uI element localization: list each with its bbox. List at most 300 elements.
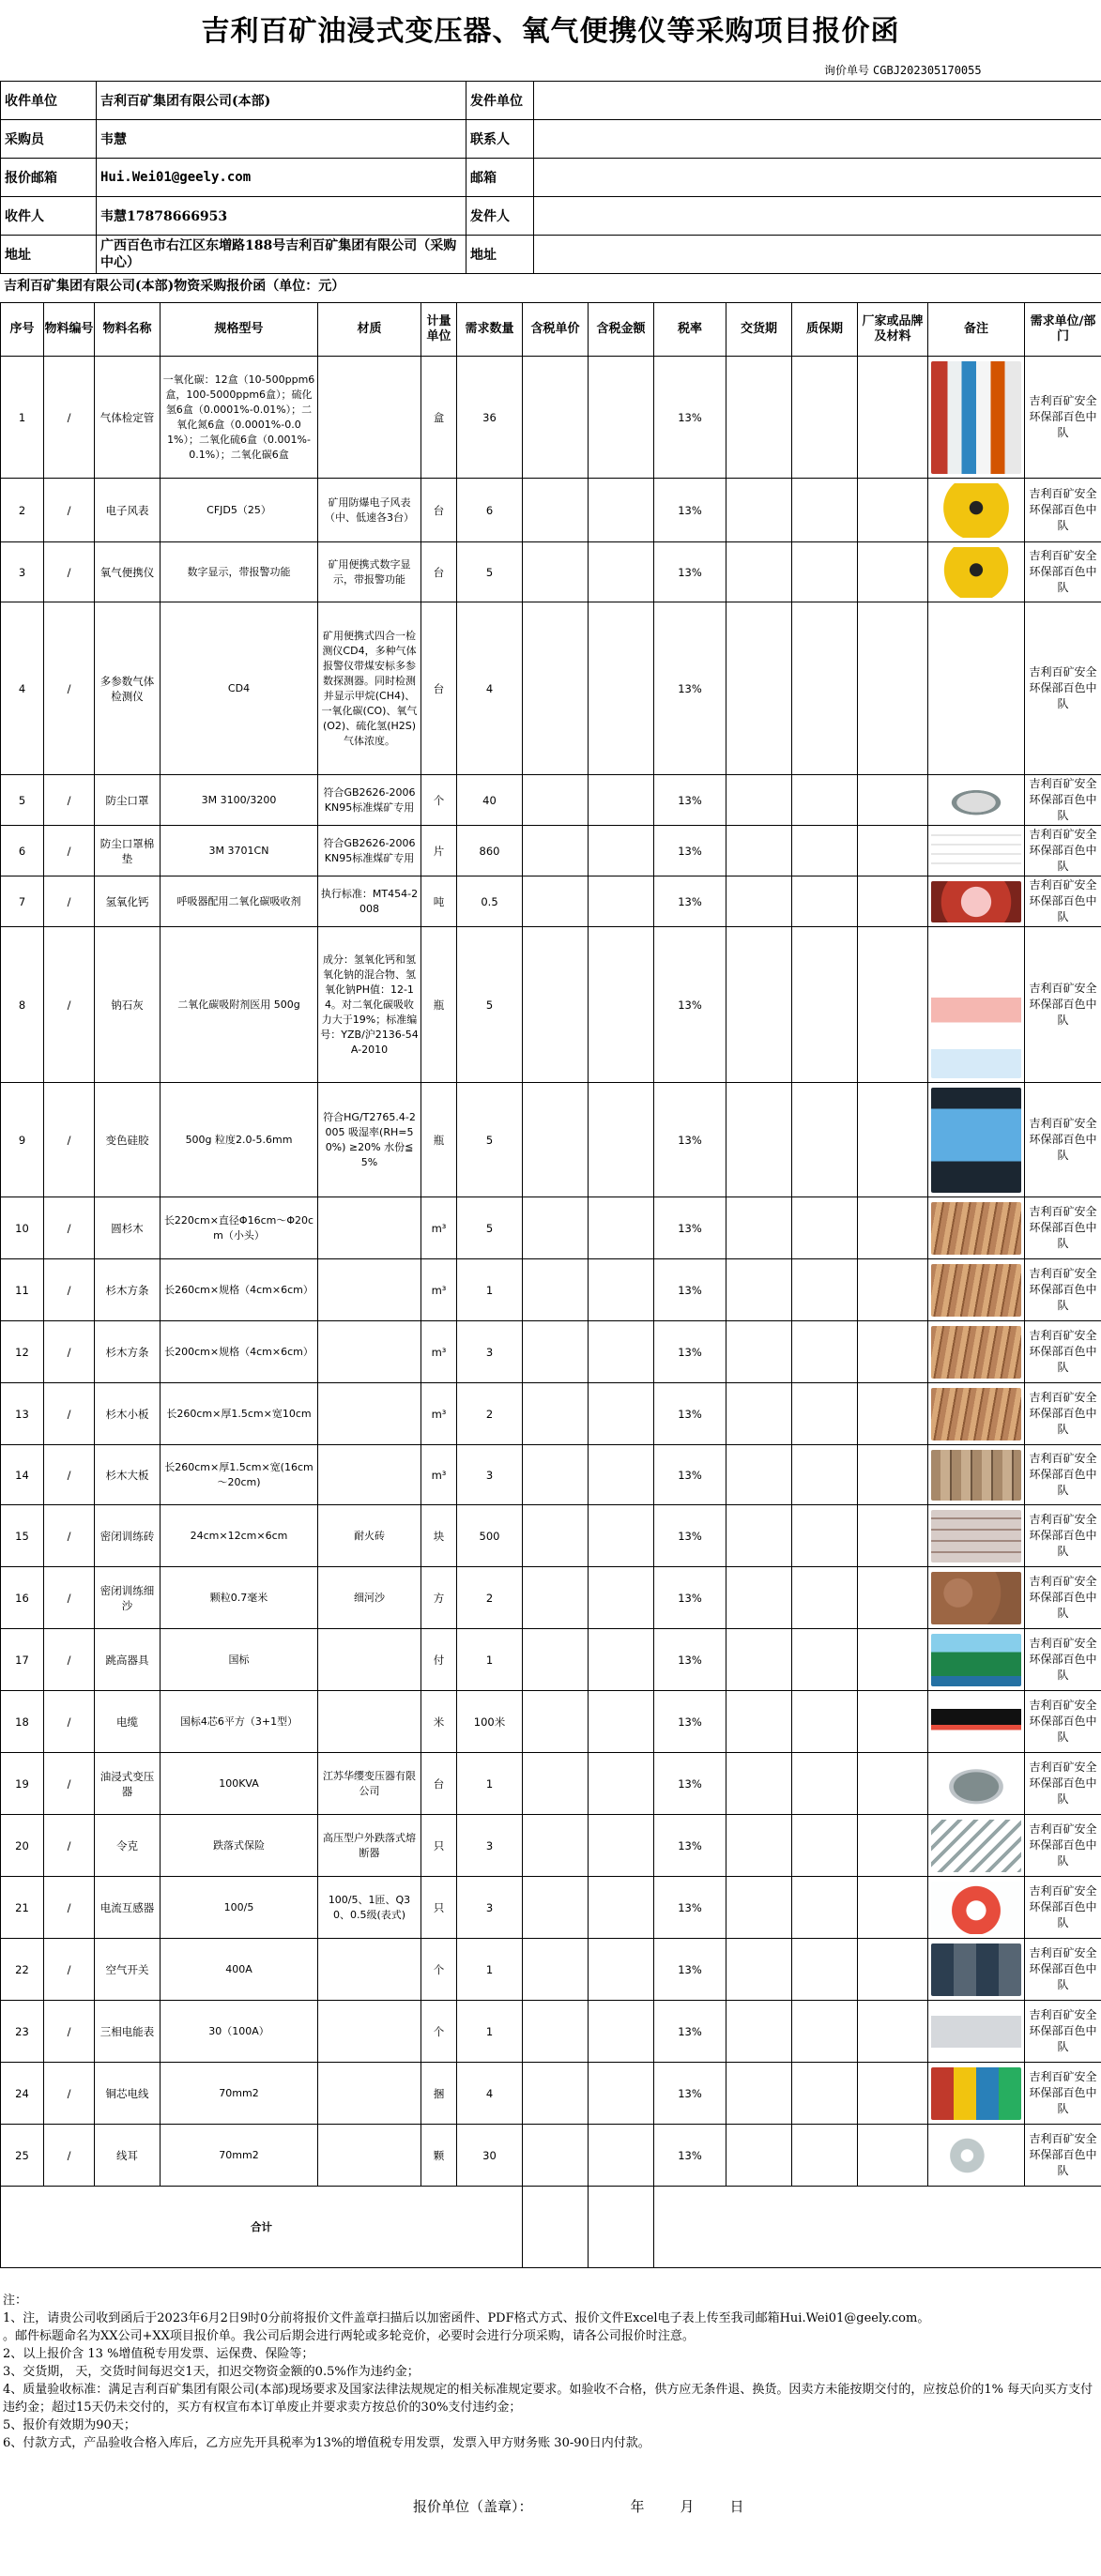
contact-label: 联系人 — [466, 120, 534, 159]
cell-tax: 13% — [654, 1815, 726, 1877]
product-photo — [931, 2129, 1021, 2182]
cell-dept: 吉利百矿安全环保部百色中队 — [1025, 602, 1101, 775]
cell-code: / — [44, 1083, 95, 1197]
cell-brand — [858, 1753, 928, 1815]
cell-no: 24 — [1, 2063, 44, 2125]
cell-tax: 13% — [654, 357, 726, 479]
cell-delivery — [726, 826, 792, 876]
cell-remark-image — [928, 1083, 1025, 1197]
cell-unit: m³ — [421, 1383, 457, 1445]
cell-unit: 台 — [421, 479, 457, 542]
cell-unit: 方 — [421, 1567, 457, 1629]
cell-no: 16 — [1, 1567, 44, 1629]
product-photo — [931, 831, 1021, 872]
page-title: 吉利百矿油浸式变压器、氧气便携仪等采购项目报价函 — [201, 15, 900, 48]
cell-unit: 个 — [421, 775, 457, 826]
cell-warranty — [792, 542, 858, 602]
cell-code: / — [44, 1259, 95, 1321]
cell-amount — [589, 357, 654, 479]
cell-spec: 70mm2 — [161, 2063, 318, 2125]
cell-no: 10 — [1, 1197, 44, 1259]
cell-remark-image — [928, 826, 1025, 876]
cell-spec: CFJD5（25） — [161, 479, 318, 542]
cell-no: 7 — [1, 876, 44, 927]
cell-code: / — [44, 1691, 95, 1753]
quote-email-label: 报价邮箱 — [1, 159, 97, 197]
product-photo — [931, 780, 1021, 821]
cell-amount — [589, 1815, 654, 1877]
cell-no: 21 — [1, 1877, 44, 1939]
cell-warranty — [792, 826, 858, 876]
cell-material: 矿用便携式四合一检测仪CD4，多种气体报警仪带煤安标多参数探测器。同时检测并显示甲烷(CH4)、一氧化碳(CO)、氧气(O2)、硫化氢(H2S)气体浓度。 — [318, 602, 421, 775]
cell-warranty — [792, 1321, 858, 1383]
cell-remark-image — [928, 1877, 1025, 1939]
cell-code: / — [44, 2001, 95, 2063]
table-row — [1, 1505, 1101, 1567]
cell-unit: 个 — [421, 1939, 457, 2001]
contact-value — [534, 120, 1101, 159]
cell-amount — [589, 2125, 654, 2187]
cell-no: 14 — [1, 1445, 44, 1505]
cell-remark-image — [928, 1567, 1025, 1629]
buyer-label: 采购员 — [1, 120, 97, 159]
cell-material: 耐火砖 — [318, 1505, 421, 1567]
inquiry-number-value: CGBJ202305170055 — [873, 64, 982, 77]
cell-no: 11 — [1, 1259, 44, 1321]
cell-qty: 36 — [457, 357, 523, 479]
cell-spec: 一氧化碳：12盒（10-500ppm6盒，100-5000ppm6盒）；硫化氢6盒（0.0001%-0.01%）；二氧化氮6盒（0.0001%-0.01%）；二氧化硫6盒（0.001%-0.1%）；二氧化碳6盒 — [161, 357, 318, 479]
cell-tax: 13% — [654, 2001, 726, 2063]
table-row — [1, 775, 1101, 826]
cell-warranty — [792, 1259, 858, 1321]
cell-amount — [589, 1939, 654, 2001]
table-row — [1, 479, 1101, 542]
cell-spec: 100/5 — [161, 1877, 318, 1939]
total-amount — [589, 2187, 654, 2268]
cell-material — [318, 1445, 421, 1505]
cell-warranty — [792, 1567, 858, 1629]
cell-qty: 3 — [457, 1877, 523, 1939]
product-photo — [931, 2005, 1021, 2058]
receiver-unit-label: 收件单位 — [1, 82, 97, 120]
cell-brand — [858, 479, 928, 542]
cell-material — [318, 1321, 421, 1383]
cell-brand — [858, 1083, 928, 1197]
cell-qty: 5 — [457, 927, 523, 1083]
cell-material: 执行标准：MT454-2008 — [318, 876, 421, 927]
cell-brand — [858, 1445, 928, 1505]
product-photo — [931, 1202, 1021, 1255]
table-subtitle: 吉利百矿集团有限公司(本部)物资采购报价函（单位：元） — [4, 279, 345, 294]
cell-unit-price — [523, 1691, 589, 1753]
product-photo — [931, 1450, 1021, 1501]
cell-material: 100/5、1匝、Q30、0.5级(表式) — [318, 1877, 421, 1939]
cell-delivery — [726, 602, 792, 775]
cell-qty: 3 — [457, 1445, 523, 1505]
cell-spec: 500g 粒度2.0-5.6mm — [161, 1083, 318, 1197]
notes-section — [3, 2292, 1096, 2452]
quote-email-value: Hui.Wei01@geely.com — [97, 159, 466, 197]
cell-code: / — [44, 775, 95, 826]
cell-qty: 860 — [457, 826, 523, 876]
cell-tax: 13% — [654, 1321, 726, 1383]
table-row — [1, 1753, 1101, 1815]
cell-brand — [858, 1321, 928, 1383]
cell-material — [318, 1939, 421, 2001]
cell-name: 圆杉木 — [95, 1197, 161, 1259]
cell-name: 杉木小板 — [95, 1383, 161, 1445]
column-header-10: 税率 — [654, 303, 726, 357]
cell-dept: 吉利百矿安全环保部百色中队 — [1025, 1753, 1101, 1815]
cell-amount — [589, 1629, 654, 1691]
cell-brand — [858, 2063, 928, 2125]
cell-code: / — [44, 2063, 95, 2125]
info-table — [0, 81, 1101, 274]
cell-unit: m³ — [421, 1321, 457, 1383]
cell-tax: 13% — [654, 1877, 726, 1939]
cell-no: 5 — [1, 775, 44, 826]
table-row — [1, 1629, 1101, 1691]
cell-unit: m³ — [421, 1445, 457, 1505]
cell-qty: 1 — [457, 2001, 523, 2063]
table-row — [1, 2125, 1101, 2187]
cell-brand — [858, 357, 928, 479]
cell-brand — [858, 1939, 928, 2001]
total-label: 合计 — [1, 2187, 523, 2268]
table-row — [1, 1877, 1101, 1939]
cell-unit-price — [523, 775, 589, 826]
cell-no: 18 — [1, 1691, 44, 1753]
cell-warranty — [792, 1629, 858, 1691]
cell-warranty — [792, 1753, 858, 1815]
cell-name: 密闭训练砖 — [95, 1505, 161, 1567]
product-photo — [931, 1264, 1021, 1317]
cell-brand — [858, 1877, 928, 1939]
cell-warranty — [792, 479, 858, 542]
cell-delivery — [726, 542, 792, 602]
table-row — [1, 2063, 1101, 2125]
cell-delivery — [726, 1753, 792, 1815]
table-row — [1, 1567, 1101, 1629]
table-row — [1, 1445, 1101, 1505]
cell-amount — [589, 1259, 654, 1321]
cell-amount — [589, 1753, 654, 1815]
column-header-2: 物料编号 — [44, 303, 95, 357]
cell-material — [318, 1691, 421, 1753]
cell-name: 气体检定管 — [95, 357, 161, 479]
cell-material — [318, 1629, 421, 1691]
column-header-12: 质保期 — [792, 303, 858, 357]
cell-delivery — [726, 1815, 792, 1877]
cell-tax: 13% — [654, 1939, 726, 2001]
cell-no: 8 — [1, 927, 44, 1083]
cell-spec: 颗粒0.7毫米 — [161, 1567, 318, 1629]
cell-no: 2 — [1, 479, 44, 542]
cell-dept: 吉利百矿安全环保部百色中队 — [1025, 2001, 1101, 2063]
cell-unit: 台 — [421, 602, 457, 775]
cell-material — [318, 2001, 421, 2063]
cell-unit-price — [523, 1877, 589, 1939]
cell-qty: 2 — [457, 1383, 523, 1445]
cell-tax: 13% — [654, 1083, 726, 1197]
cell-warranty — [792, 1383, 858, 1445]
cell-qty: 4 — [457, 602, 523, 775]
product-photo — [931, 547, 1021, 598]
cell-unit-price — [523, 927, 589, 1083]
cell-spec: 长260cm×规格（4cm×6cm） — [161, 1259, 318, 1321]
cell-unit: 米 — [421, 1691, 457, 1753]
cell-qty: 100米 — [457, 1691, 523, 1753]
cell-amount — [589, 1083, 654, 1197]
cell-dept: 吉利百矿安全环保部百色中队 — [1025, 1259, 1101, 1321]
product-photo — [931, 1696, 1021, 1748]
cell-tax: 13% — [654, 2125, 726, 2187]
cell-material: 矿用防爆电子风表（中、低速各3台） — [318, 479, 421, 542]
column-header-6: 计量单位 — [421, 303, 457, 357]
cell-material: 高压型户外跌落式熔断器 — [318, 1815, 421, 1877]
cell-amount — [589, 1567, 654, 1629]
cell-warranty — [792, 602, 858, 775]
signature-line — [413, 2496, 780, 2516]
cell-qty: 4 — [457, 2063, 523, 2125]
cell-dept: 吉利百矿安全环保部百色中队 — [1025, 2063, 1101, 2125]
note-line: 5、报价有效期为90天； — [3, 2418, 136, 2432]
cell-dept: 吉利百矿安全环保部百色中队 — [1025, 1939, 1101, 2001]
column-header-11: 交货期 — [726, 303, 792, 357]
cell-name: 钠石灰 — [95, 927, 161, 1083]
cell-unit-price — [523, 357, 589, 479]
cell-qty: 3 — [457, 1815, 523, 1877]
product-photo — [931, 1388, 1021, 1440]
cell-brand — [858, 1815, 928, 1877]
cell-qty: 5 — [457, 1197, 523, 1259]
cell-code: / — [44, 1629, 95, 1691]
product-photo — [931, 1758, 1021, 1810]
cell-brand — [858, 927, 928, 1083]
cell-dept: 吉利百矿安全环保部百色中队 — [1025, 1445, 1101, 1505]
cell-delivery — [726, 1691, 792, 1753]
address-value: 广西百色市右江区东増路188号吉利百矿集团有限公司（采购中心） — [97, 236, 466, 274]
product-photo — [931, 1510, 1021, 1562]
cell-delivery — [726, 1877, 792, 1939]
cell-unit-price — [523, 1753, 589, 1815]
cell-amount — [589, 876, 654, 927]
cell-warranty — [792, 927, 858, 1083]
column-header-5: 材质 — [318, 303, 421, 357]
cell-code: / — [44, 479, 95, 542]
cell-dept: 吉利百矿安全环保部百色中队 — [1025, 479, 1101, 542]
email-value — [534, 159, 1101, 197]
cell-no: 22 — [1, 1939, 44, 2001]
cell-unit-price — [523, 1815, 589, 1877]
table-row — [1, 1691, 1101, 1753]
cell-unit: 片 — [421, 826, 457, 876]
cell-spec: 24cm×12cm×6cm — [161, 1505, 318, 1567]
cell-qty: 30 — [457, 2125, 523, 2187]
cell-remark-image — [928, 2001, 1025, 2063]
cell-remark-image — [928, 927, 1025, 1083]
table-header-row — [1, 303, 1101, 357]
cell-amount — [589, 927, 654, 1083]
cell-dept: 吉利百矿安全环保部百色中队 — [1025, 1815, 1101, 1877]
cell-dept: 吉利百矿安全环保部百色中队 — [1025, 2125, 1101, 2187]
sign-label: 报价单位（盖章）： — [413, 2498, 533, 2515]
cell-remark-image — [928, 2063, 1025, 2125]
cell-remark-image — [928, 1939, 1025, 2001]
cell-remark-image — [928, 775, 1025, 826]
cell-brand — [858, 1383, 928, 1445]
cell-dept: 吉利百矿安全环保部百色中队 — [1025, 1567, 1101, 1629]
cell-remark-image — [928, 1259, 1025, 1321]
cell-delivery — [726, 927, 792, 1083]
address2-label: 地址 — [466, 236, 534, 274]
cell-amount — [589, 1691, 654, 1753]
cell-brand — [858, 1629, 928, 1691]
cell-brand — [858, 2001, 928, 2063]
cell-qty: 5 — [457, 1083, 523, 1197]
note-line: 1、注，请贵公司收到函后于2023年6月2日9时0分前将报价文件盖章扫描后以加密函件、PDF格式方式、报价文件Excel电子表上传至我司邮箱Hui.Wei01@geely.com。 — [3, 2311, 930, 2325]
product-photo — [931, 881, 1021, 922]
cell-delivery — [726, 876, 792, 927]
cell-dept: 吉利百矿安全环保部百色中队 — [1025, 1083, 1101, 1197]
cell-tax: 13% — [654, 1629, 726, 1691]
cell-delivery — [726, 2001, 792, 2063]
cell-qty: 1 — [457, 1629, 523, 1691]
cell-unit-price — [523, 876, 589, 927]
cell-spec: 跌落式保险 — [161, 1815, 318, 1877]
cell-tax: 13% — [654, 876, 726, 927]
cell-name: 氧气便携仪 — [95, 542, 161, 602]
cell-material — [318, 1383, 421, 1445]
cell-material — [318, 1197, 421, 1259]
inquiry-number-label: 询价单号 — [824, 64, 870, 77]
cell-tax: 13% — [654, 542, 726, 602]
cell-qty: 1 — [457, 1939, 523, 2001]
cell-no: 20 — [1, 1815, 44, 1877]
cell-spec: 呼吸器配用二氧化碳吸收剂 — [161, 876, 318, 927]
note-line: 。邮件标题命名为XX公司+XX项目报价单。我公司后期会进行两轮或多轮竞价，必要时会进行分项采购，请各公司报价时注意。 — [3, 2329, 695, 2343]
cell-tax: 13% — [654, 826, 726, 876]
cell-warranty — [792, 775, 858, 826]
table-row — [1, 1197, 1101, 1259]
buyer-value: 韦慧 — [97, 120, 466, 159]
cell-unit-price — [523, 602, 589, 775]
cell-delivery — [726, 1629, 792, 1691]
cell-amount — [589, 602, 654, 775]
cell-spec: 长260cm×厚1.5cm×宽10cm — [161, 1383, 318, 1445]
cell-qty: 500 — [457, 1505, 523, 1567]
cell-spec: 100KVA — [161, 1753, 318, 1815]
cell-dept: 吉利百矿安全环保部百色中队 — [1025, 1197, 1101, 1259]
cell-tax: 13% — [654, 1259, 726, 1321]
cell-remark-image — [928, 1383, 1025, 1445]
cell-brand — [858, 1259, 928, 1321]
address-label: 地址 — [1, 236, 97, 274]
sign-month: 月 — [680, 2498, 695, 2515]
cell-code: / — [44, 826, 95, 876]
cell-remark-image — [928, 1629, 1025, 1691]
cell-dept: 吉利百矿安全环保部百色中队 — [1025, 1691, 1101, 1753]
cell-material — [318, 2063, 421, 2125]
cell-code: / — [44, 876, 95, 927]
cell-qty: 3 — [457, 1321, 523, 1383]
cell-unit: 颗 — [421, 2125, 457, 2187]
cell-material: 符合GB2626-2006 KN95标准煤矿专用 — [318, 775, 421, 826]
cell-name: 杉木方条 — [95, 1321, 161, 1383]
cell-warranty — [792, 2125, 858, 2187]
cell-unit: m³ — [421, 1259, 457, 1321]
cell-dept: 吉利百矿安全环保部百色中队 — [1025, 1877, 1101, 1939]
cell-delivery — [726, 1259, 792, 1321]
cell-material: 矿用便携式数字显示，带报警功能 — [318, 542, 421, 602]
cell-remark-image — [928, 1815, 1025, 1877]
cell-dept: 吉利百矿安全环保部百色中队 — [1025, 542, 1101, 602]
cell-unit: 台 — [421, 542, 457, 602]
column-header-1: 序号 — [1, 303, 44, 357]
product-photo — [931, 1820, 1021, 1872]
cell-unit: 只 — [421, 1877, 457, 1939]
cell-material — [318, 357, 421, 479]
cell-warranty — [792, 357, 858, 479]
cell-amount — [589, 542, 654, 602]
note-line: 注： — [3, 2294, 28, 2308]
cell-remark-image — [928, 542, 1025, 602]
cell-warranty — [792, 2001, 858, 2063]
cell-qty: 6 — [457, 479, 523, 542]
cell-name: 电缆 — [95, 1691, 161, 1753]
cell-tax: 13% — [654, 1753, 726, 1815]
cell-amount — [589, 1505, 654, 1567]
cell-tax: 13% — [654, 927, 726, 1083]
cell-unit: 付 — [421, 1629, 457, 1691]
product-photo — [931, 2067, 1021, 2120]
cell-unit-price — [523, 1939, 589, 2001]
cell-remark-image — [928, 1753, 1025, 1815]
cell-dept: 吉利百矿安全环保部百色中队 — [1025, 357, 1101, 479]
cell-warranty — [792, 1445, 858, 1505]
cell-no: 9 — [1, 1083, 44, 1197]
cell-dept: 吉利百矿安全环保部百色中队 — [1025, 876, 1101, 927]
cell-no: 3 — [1, 542, 44, 602]
cell-amount — [589, 775, 654, 826]
cell-name: 跳高器具 — [95, 1629, 161, 1691]
cell-amount — [589, 1877, 654, 1939]
table-row — [1, 1383, 1101, 1445]
cell-unit: 盒 — [421, 357, 457, 479]
cell-code: / — [44, 542, 95, 602]
cell-unit-price — [523, 479, 589, 542]
cell-unit: 只 — [421, 1815, 457, 1877]
product-photo — [931, 361, 1021, 474]
receiver-unit-value: 吉利百矿集团有限公司(本部) — [97, 82, 466, 120]
cell-no: 12 — [1, 1321, 44, 1383]
product-photo — [931, 1634, 1021, 1686]
product-photo — [931, 483, 1021, 538]
cell-brand — [858, 2125, 928, 2187]
cell-warranty — [792, 876, 858, 927]
cell-brand — [858, 876, 928, 927]
cell-name: 空气开关 — [95, 1939, 161, 2001]
cell-delivery — [726, 1083, 792, 1197]
cell-tax: 13% — [654, 775, 726, 826]
cell-name: 三相电能表 — [95, 2001, 161, 2063]
cell-warranty — [792, 1939, 858, 2001]
cell-tax: 13% — [654, 1505, 726, 1567]
cell-tax: 13% — [654, 1197, 726, 1259]
cell-name: 防尘口罩 — [95, 775, 161, 826]
column-header-3: 物料名称 — [95, 303, 161, 357]
sign-year: 年 — [630, 2498, 645, 2515]
